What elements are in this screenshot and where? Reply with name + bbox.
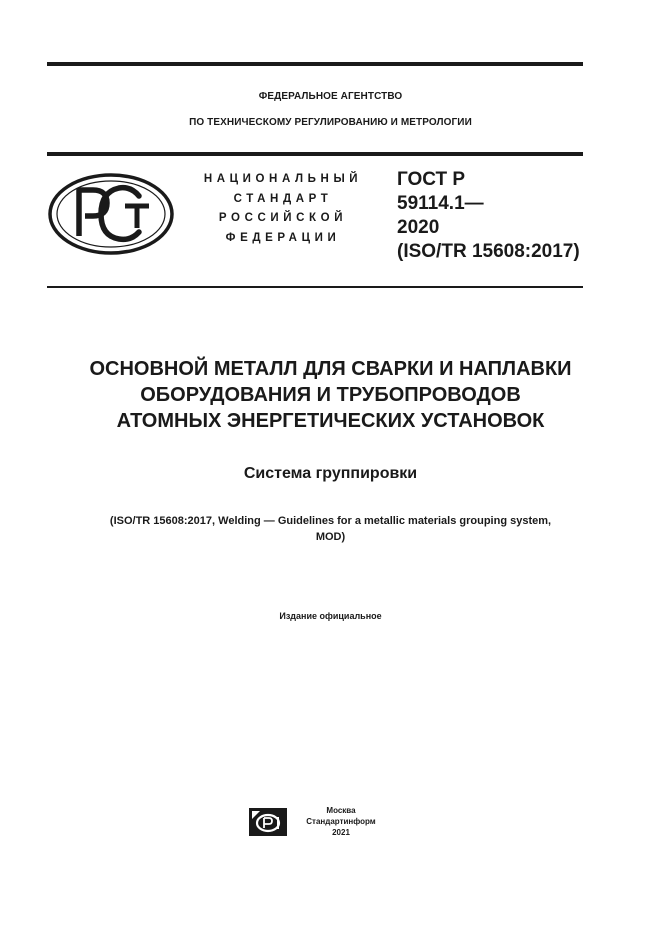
code-line: (ISO/TR 15608:2017) (397, 241, 580, 262)
lower-rule (47, 286, 583, 288)
iso-reference (0, 513, 661, 545)
national-line: РОССИЙСКОЙ (218, 212, 348, 224)
national-line: ФЕДЕРАЦИИ (225, 231, 341, 244)
iso-reference-line-1: (ISO/TR 15608:2017, Welding — Guidelines for a metallic materials grouping system, (109, 515, 552, 527)
national-line: НАЦИОНАЛЬНЫЙ (203, 173, 363, 185)
national-line: СТАНДАРТ (233, 192, 333, 205)
title-line: ОБОРУДОВАНИЯ И ТРУБОПРОВОДОВ (140, 384, 521, 406)
top-rule (47, 62, 583, 66)
standard-code (397, 168, 597, 264)
standartinform-logo-icon (248, 807, 288, 837)
middle-rule (47, 152, 583, 156)
code-line: ГОСТ Р (397, 169, 466, 190)
document-title (0, 356, 661, 434)
publisher-info (296, 805, 386, 838)
agency-line-2: ПО ТЕХНИЧЕСКОМУ РЕГУЛИРОВАНИЮ И МЕТРОЛОГИИ (189, 117, 472, 128)
agency-line-1: ФЕДЕРАЛЬНОЕ АГЕНТСТВО (258, 91, 403, 102)
publisher-year: 2021 (332, 828, 350, 837)
code-line: 2020 (397, 217, 440, 238)
document-subtitle: Система группировки (243, 465, 418, 482)
title-line: АТОМНЫХ ЭНЕРГЕТИЧЕСКИХ УСТАНОВОК (116, 410, 545, 432)
national-standard-label (198, 170, 368, 248)
title-line: ОСНОВНОЙ МЕТАЛЛ ДЛЯ СВАРКИ И НАПЛАВКИ (89, 358, 572, 380)
code-line: 59114.1— (397, 193, 484, 214)
publisher-city: Москва (326, 806, 356, 815)
gost-r-emblem-icon (47, 172, 175, 256)
edition-label: Издание официальное (279, 611, 382, 621)
publisher-name: Стандартинформ (306, 817, 376, 826)
iso-reference-line-2: MOD) (315, 531, 346, 543)
